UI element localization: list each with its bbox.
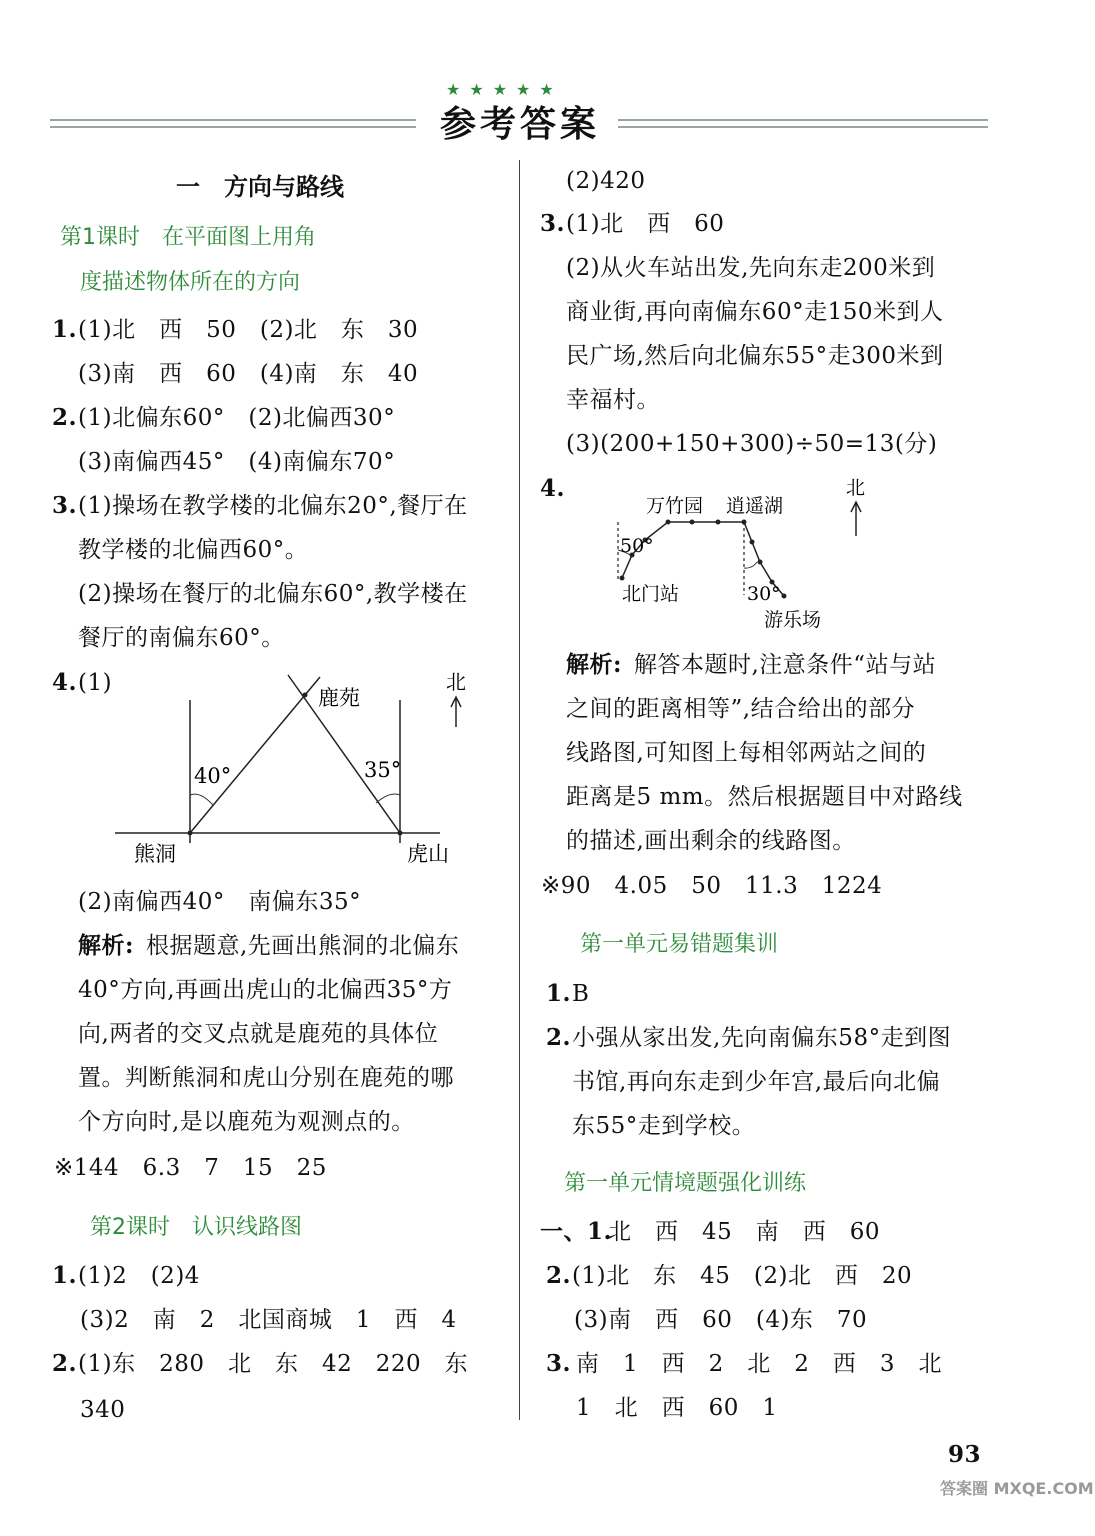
- l2q1-line1: (1)2 (2)4: [78, 1263, 200, 1289]
- q1-line2: (3)南 西 60 (4)南 东 40: [78, 361, 419, 387]
- r-q4-analysis-line2: 之间的距离相等”,结合给出的部分: [566, 696, 916, 722]
- r-q3-line6: (3)(200+150+300)÷50=13(分): [566, 431, 938, 457]
- r-q3-line4: 民广场,然后向北偏东55°走300米到: [566, 343, 944, 369]
- errors-q1-text: B: [572, 981, 590, 1007]
- scenario-q2-line2: (3)南 西 60 (4)东 70: [574, 1307, 868, 1333]
- scenario-q1-number: 一、1.: [540, 1218, 613, 1245]
- errors-title: 第一单元易错题集训: [580, 932, 779, 957]
- stop-5: [716, 520, 721, 525]
- errors-q2-number: 2.: [546, 1024, 572, 1051]
- right-extra: ※90 4.05 50 11.3 1224: [541, 873, 883, 899]
- q4-analysis-line1: 根据题意,先画出熊洞的北偏东: [146, 933, 460, 959]
- q4-analysis-line2: 40°方向,再画出虎山的北偏西35°方: [78, 977, 453, 1003]
- label-beimenzhan: 北门站: [622, 583, 680, 605]
- r-q4-analysis-line5: 的描述,画出剩余的线路图。: [566, 828, 856, 854]
- label-youlechang: 游乐场: [764, 609, 822, 631]
- scenario-q1-text: 北 西 45 南 西 60: [608, 1219, 881, 1245]
- q2-number: 2.: [52, 404, 78, 431]
- errors-q2-line2: 书馆,再向东走到少年宫,最后向北偏: [572, 1069, 941, 1095]
- q3-number: 3.: [52, 492, 78, 519]
- point-hushan: [398, 831, 403, 836]
- scenario-title: 第一单元情境题强化训练: [564, 1171, 807, 1196]
- r-q4-analysis-line4: 距离是5 mm。然后根据题目中对路线: [566, 784, 963, 810]
- q4-analysis-label: 解析:: [78, 932, 134, 959]
- r-q3-line3: 商业街,再向南偏东60°走150米到人: [566, 299, 944, 325]
- label-wanzhuyuan: 万竹园: [646, 495, 704, 517]
- q4-analysis-line3: 向,两者的交叉点就是鹿苑的具体位: [78, 1021, 439, 1047]
- l2q2-line1: (1)东 280 北 东 42 220 东: [78, 1351, 469, 1377]
- section-title: 一 方向与路线: [176, 173, 344, 201]
- stop-8: [758, 560, 763, 565]
- point-luyuan: [303, 693, 308, 698]
- label-a35: 35°: [364, 758, 402, 782]
- scenario-q3-number: 3.: [546, 1350, 572, 1377]
- r-q4-analysis-line1: 解答本题时,注意条件“站与站: [634, 652, 937, 678]
- r-q3-line2: (2)从火车站出发,先向东走200米到: [566, 255, 936, 281]
- angle-arc-35: [376, 794, 400, 803]
- watermark: 答案圈 MXQE.COM: [940, 1479, 1094, 1498]
- page-title: 参考答案: [440, 104, 601, 145]
- l2q1-line2: (3)2 南 2 北国商城 1 西 4: [80, 1307, 457, 1333]
- label-hushan: 虎山: [407, 842, 449, 866]
- r-q4-analysis-line3: 线路图,可知图上每相邻两站之间的: [566, 740, 927, 766]
- point-xiongdong: [188, 831, 193, 836]
- header-stars: ★★★★★: [446, 80, 563, 99]
- label-xiaoyaohu: 逍遥湖: [726, 495, 784, 517]
- r-q3-line5: 幸福村。: [566, 387, 660, 413]
- line-xiongdong-luyuan: [190, 677, 320, 833]
- left-extra: ※144 6.3 7 15 25: [54, 1155, 327, 1181]
- stop-3: [666, 520, 671, 525]
- stop-wanzhu: [690, 520, 695, 525]
- angle-arc-40: [190, 794, 213, 805]
- r-q4-number: 4.: [540, 475, 566, 502]
- header-rule-left: [50, 119, 416, 128]
- q3-line4: 餐厅的南偏东60°。: [78, 625, 285, 651]
- scenario-q2-number: 2.: [546, 1262, 572, 1289]
- q4-analysis-line4: 置。判断熊洞和虎山分别在鹿苑的哪: [78, 1065, 454, 1091]
- l2q2-line2: 340: [80, 1397, 126, 1423]
- label-north: 北: [446, 670, 466, 694]
- scenario-q2-line1: (1)北 东 45 (2)北 西 20: [572, 1263, 913, 1289]
- label-xiongdong: 熊洞: [134, 842, 176, 866]
- stop-youle: [782, 594, 787, 599]
- errors-q1-number: 1.: [546, 980, 572, 1007]
- q4-analysis-line5: 个方向时,是以鹿苑为观测点的。: [78, 1109, 415, 1135]
- stop-beimen: [620, 576, 625, 581]
- label-a50: 50°: [620, 535, 654, 557]
- q3-line2: 教学楼的北偏西60°。: [78, 537, 309, 563]
- r-q4-diagram: [600, 470, 890, 640]
- errors-q2-line1: 小强从家出发,先向南偏东58°走到图: [572, 1025, 952, 1051]
- r-q4-analysis-label: 解析:: [566, 651, 622, 678]
- label-north: 北: [846, 477, 866, 499]
- q3-line1: (1)操场在教学楼的北偏东20°,餐厅在: [78, 493, 468, 519]
- q1-number: 1.: [52, 316, 78, 343]
- scenario-q3-line2: 1 北 西 60 1: [576, 1395, 778, 1421]
- r-q3-line1: (1)北 西 60: [566, 211, 725, 237]
- scenario-q3-line1: 南 1 西 2 北 2 西 3 北: [576, 1351, 943, 1377]
- lesson1-title: 第1课时 在平面图上用角: [60, 225, 316, 250]
- q2-continuation: (2)420: [566, 168, 646, 194]
- label-luyuan: 鹿苑: [318, 686, 360, 710]
- q4-diagram: [110, 665, 510, 875]
- stop-7: [750, 540, 755, 545]
- q2-line1: (1)北偏东60° (2)北偏西30°: [78, 405, 396, 431]
- q4-number: 4.: [52, 669, 78, 696]
- column-divider: [519, 160, 520, 1420]
- page-number: 93: [948, 1441, 982, 1468]
- q1-line1: (1)北 西 50 (2)北 东 30: [78, 317, 419, 343]
- q4-part1: (1): [78, 670, 113, 696]
- r-q3-number: 3.: [540, 210, 566, 237]
- l2q1-number: 1.: [52, 1262, 78, 1289]
- angle-arc-30: [744, 562, 757, 568]
- lesson2-title: 第2课时 认识线路图: [90, 1215, 302, 1240]
- stop-xiaoyao: [742, 520, 747, 525]
- q2-line2: (3)南偏西45° (4)南偏东70°: [78, 449, 396, 475]
- label-a40: 40°: [194, 764, 232, 788]
- q4-part2: (2)南偏西40° 南偏东35°: [78, 889, 362, 915]
- label-a30: 30°: [747, 583, 781, 605]
- l2q2-number: 2.: [52, 1350, 78, 1377]
- q3-line3: (2)操场在餐厅的北偏东60°,教学楼在: [78, 581, 468, 607]
- lesson1-title-cont: 度描述物体所在的方向: [80, 270, 301, 295]
- header-rule-right: [618, 119, 988, 128]
- errors-q2-line3: 东55°走到学校。: [572, 1113, 756, 1139]
